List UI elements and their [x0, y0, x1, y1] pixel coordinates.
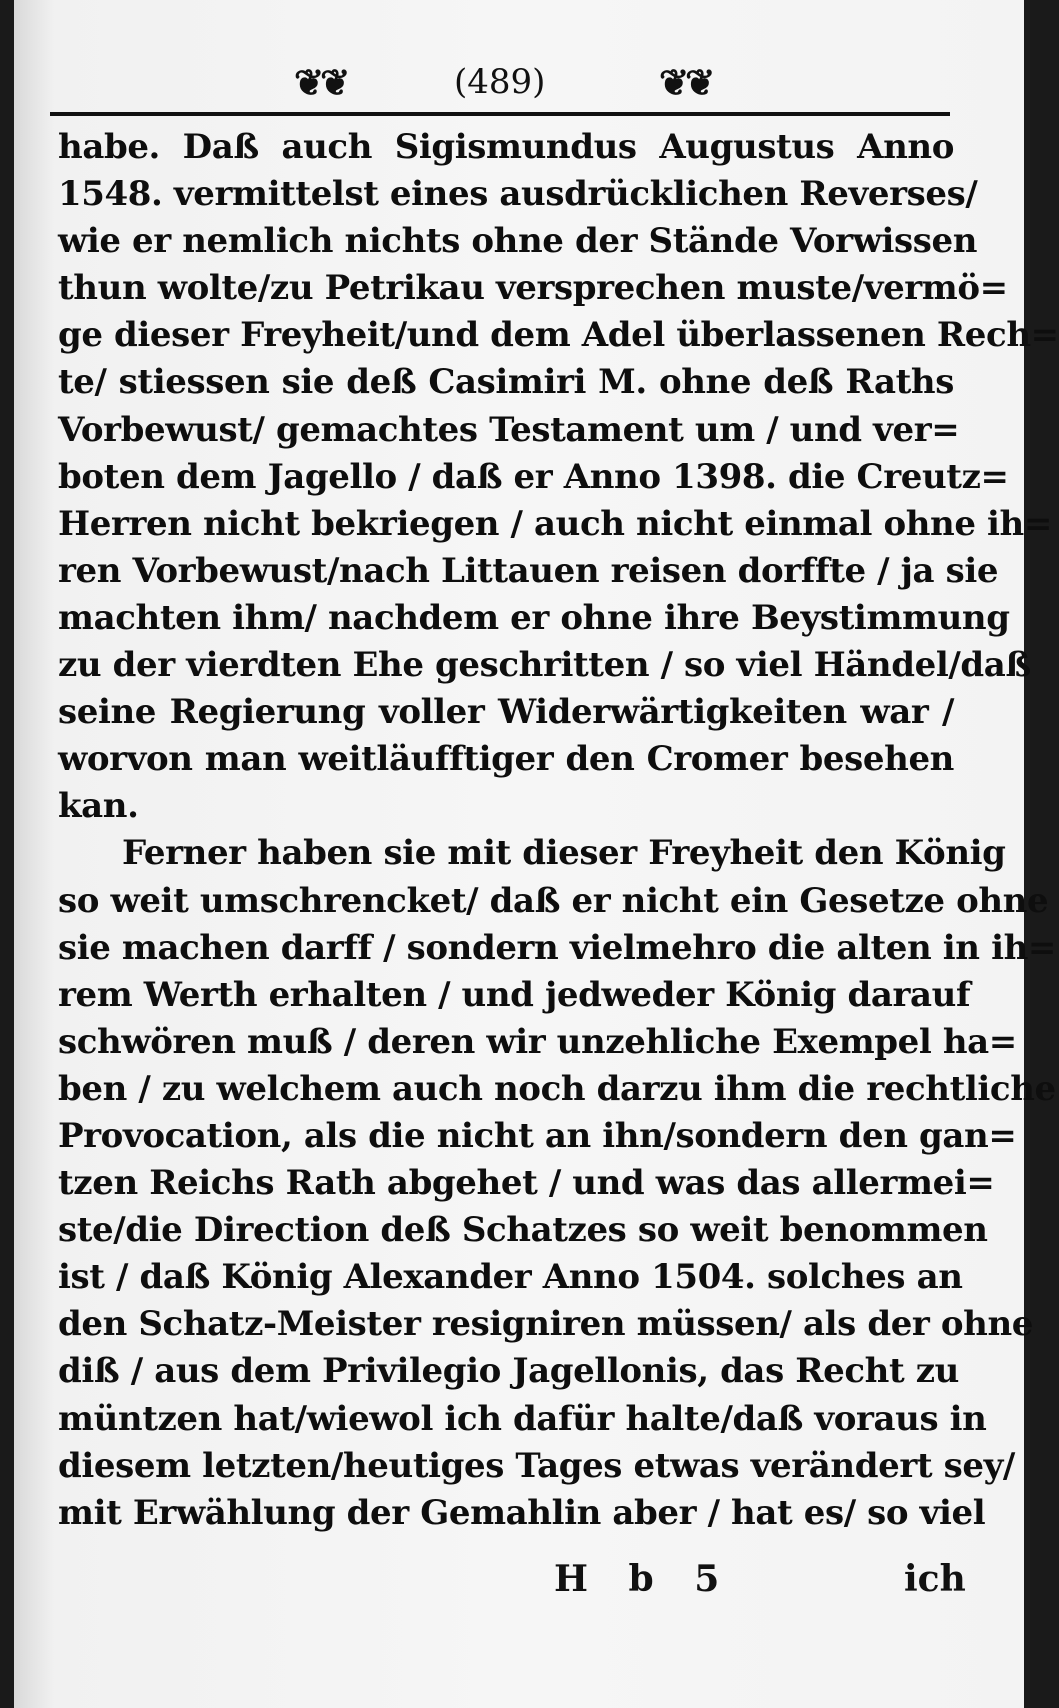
book-page: [14, 0, 1059, 1708]
page-body-text: [58, 124, 1059, 1537]
text-line: kan.: [58, 786, 139, 827]
text-line: den Schatz-Meister resigniren müssen/ als der ohne: [58, 1304, 1034, 1345]
text-line: ben / zu welchem auch noch darzu ihm die rechtliche: [58, 1068, 1056, 1109]
text-line: ist / daß König Alexander Anno 1504. solches an: [58, 1257, 963, 1298]
text-line: Ferner haben sie mit dieser Freyheit den König: [122, 833, 1006, 874]
text-line: 1548. vermittelst eines ausdrücklichen Reverses/: [58, 174, 978, 215]
text-line: rem Werth erhalten / und jedweder König darauf: [58, 974, 971, 1015]
text-line: wie er nemlich nichts ohne der Stände Vorwissen: [58, 221, 978, 262]
header-rule: [50, 112, 950, 116]
text-line: machten ihm/ nachdem er ohne ihre Beystimmung: [58, 597, 1010, 638]
text-line: Herren nicht bekriegen / auch nicht einmal ohne ih=: [58, 503, 1052, 544]
text-line: ren Vorbewust/nach Littauen reisen dorffte / ja sie: [58, 550, 999, 591]
text-line: so weit umschrencket/ daß er nicht ein Gesetze ohne: [58, 880, 1049, 921]
text-line: diesem letzten/heutiges Tages etwas verändert sey/: [58, 1445, 1015, 1486]
text-line: Vorbewust/ gemachtes Testament um / und ver=: [58, 409, 960, 450]
text-line: te/ stiessen sie deß Casimiri M. ohne deß Raths: [58, 362, 954, 403]
text-line: tzen Reichs Rath abgehet / und was das allermei=: [58, 1163, 995, 1204]
ornament-left-icon: ❦❦: [294, 62, 347, 104]
page-number: (489): [454, 62, 546, 102]
text-line: ste/die Direction deß Schatzes so weit benommen: [58, 1210, 988, 1251]
text-line: worvon man weitläufftiger den Cromer besehen: [58, 739, 954, 780]
text-line: habe. Daß auch Sigismundus Augustus Anno: [58, 127, 954, 167]
page-header: [54, 58, 954, 106]
text-line: diß / aus dem Privilegio Jagellonis, das Recht zu: [58, 1351, 959, 1392]
ornament-right-icon: ❦❦: [659, 62, 712, 104]
text-line: Provocation, als die nicht an ihn/sondern den gan=: [58, 1115, 1017, 1156]
page-footer: [14, 1558, 1024, 1608]
text-line: zu der vierdten Ehe geschritten / so viel Händel/daß: [58, 645, 1031, 686]
text-line: boten dem Jagello / daß er Anno 1398. die Creutz=: [58, 456, 1009, 497]
text-line: sie machen darff / sondern vielmehro die alten in ih=: [58, 927, 1056, 968]
text-line: seine Regierung voller Widerwärtigkeiten war /: [58, 692, 954, 733]
signature-mark: H b 5: [554, 1558, 734, 1600]
catchword: ich: [904, 1558, 966, 1600]
text-line: müntzen hat/wiewol ich dafür halte/daß voraus in: [58, 1398, 987, 1439]
text-line: thun wolte/zu Petrikau versprechen muste/vermö=: [58, 268, 1008, 309]
text-line: schwören muß / deren wir unzehliche Exempel ha=: [58, 1021, 1017, 1062]
text-line: mit Erwählung der Gemahlin aber / hat es/ so viel: [58, 1492, 986, 1533]
text-line: ge dieser Freyheit/und dem Adel überlassenen Rech=: [58, 315, 1059, 356]
